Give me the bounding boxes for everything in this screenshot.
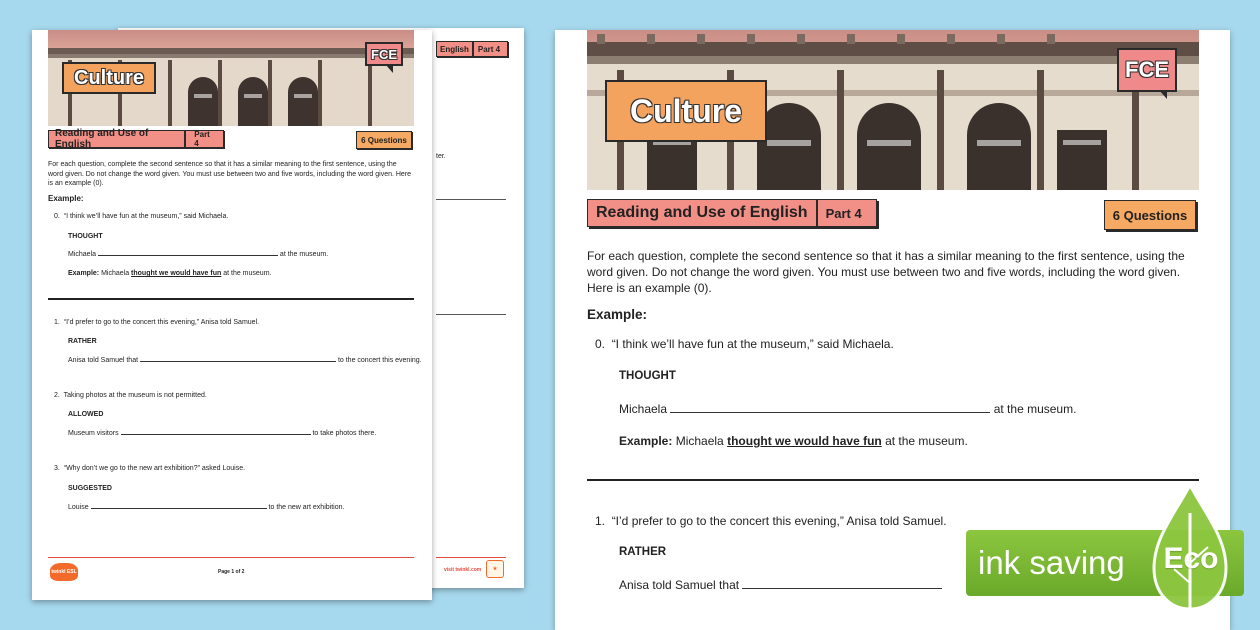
large-question-1 bbox=[595, 514, 947, 528]
small-q3-number: 3. bbox=[54, 465, 60, 472]
large-instructions: For each question, complete the second sentence so that it has a similar meaning to the first sentence, using the word given. Do not change the word given. You must use between two and five words, including the word given. Here is an example (0). bbox=[587, 249, 1185, 295]
small-answer-key: thought we would have fun bbox=[131, 270, 222, 277]
large-part-label: Part 4 bbox=[825, 205, 862, 221]
small-answer-lead: Michaela bbox=[101, 270, 130, 277]
ink-saving-text: ink saving bbox=[978, 544, 1125, 581]
small-example-tail: at the museum. bbox=[279, 251, 329, 258]
back-footer-rule bbox=[436, 557, 506, 558]
large-q1-gap-line bbox=[619, 578, 942, 592]
small-example-number: 0. bbox=[54, 213, 60, 220]
small-example-heading: Example: bbox=[48, 194, 84, 203]
large-example-tail: at the museum. bbox=[993, 402, 1077, 416]
small-example-answer bbox=[68, 270, 271, 277]
small-example-blank bbox=[98, 255, 278, 256]
large-example-heading: Example: bbox=[587, 307, 648, 322]
small-q3-gap-line bbox=[68, 504, 344, 511]
small-footer-rule bbox=[48, 557, 414, 558]
small-question-1 bbox=[54, 319, 259, 326]
large-q1-number: 1. bbox=[595, 514, 606, 528]
large-q1-sentence: “I’d prefer to go to the concert this evening,” Anisa told Samuel. bbox=[611, 514, 947, 528]
large-example-sentence bbox=[595, 337, 894, 351]
small-answer-label: Example: bbox=[68, 270, 100, 277]
twinkl-logo-text: twinkl ESL bbox=[51, 569, 77, 575]
large-questions-badge: 6 Questions bbox=[1104, 200, 1196, 230]
back-divider-1 bbox=[436, 199, 506, 200]
small-section-title: Reading and Use of English bbox=[49, 131, 186, 147]
small-q1-number: 1. bbox=[54, 319, 60, 326]
small-example-gap-line bbox=[68, 251, 328, 258]
large-culture-tag: Culture bbox=[605, 80, 767, 142]
small-question-2 bbox=[54, 392, 207, 399]
large-example-text: “I think we’ll have fun at the museum,” said Michaela. bbox=[611, 337, 894, 351]
back-section-title-bar bbox=[436, 41, 508, 57]
eco-word: Eco bbox=[1163, 542, 1219, 575]
small-example-keyword: THOUGHT bbox=[68, 233, 103, 240]
small-q3-sentence: “Why don’t we go to the new art exhibition?” asked Louise. bbox=[63, 465, 246, 472]
large-q1-keyword: RATHER bbox=[619, 546, 667, 558]
small-q3-blank[interactable] bbox=[91, 508, 267, 509]
small-culture-tag: Culture bbox=[62, 62, 156, 94]
small-part-label: Part 4 bbox=[194, 130, 210, 148]
back-footer-site: visit twinkl.com bbox=[444, 567, 482, 573]
small-section-title-bar bbox=[48, 130, 224, 148]
small-q3-lead: Louise bbox=[68, 504, 89, 511]
small-q2-gap-line bbox=[68, 430, 376, 437]
small-footer-page: Page 1 of 2 bbox=[218, 569, 245, 575]
small-q3-keyword: SUGGESTED bbox=[68, 485, 112, 492]
small-divider bbox=[48, 298, 414, 300]
small-q1-blank[interactable] bbox=[140, 361, 336, 362]
small-q2-number: 2. bbox=[54, 392, 60, 399]
large-answer-tail: at the museum. bbox=[885, 434, 968, 448]
large-section-title: Reading and Use of English bbox=[588, 200, 818, 226]
twinkl-logo-icon bbox=[50, 563, 78, 581]
small-q2-lead: Museum visitors bbox=[68, 430, 119, 437]
large-answer-key: thought we would have fun bbox=[727, 434, 882, 448]
small-q3-tail: to the new art exhibition. bbox=[268, 504, 345, 511]
back-divider-2 bbox=[436, 314, 506, 315]
small-q1-tail: to the concert this evening. bbox=[337, 357, 422, 364]
large-answer-lead: Michaela bbox=[675, 434, 724, 448]
large-example-answer bbox=[619, 434, 968, 448]
small-questions-badge: 6 Questions bbox=[356, 131, 412, 149]
large-fce-bubble: FCE bbox=[1117, 48, 1177, 92]
small-example-lead: Michaela bbox=[68, 251, 97, 258]
large-section-title-bar bbox=[587, 199, 877, 227]
large-answer-label: Example: bbox=[619, 434, 673, 448]
large-example-blank bbox=[670, 412, 990, 413]
small-q1-keyword: RATHER bbox=[68, 338, 97, 345]
large-example-keyword: THOUGHT bbox=[619, 370, 676, 382]
small-q2-blank[interactable] bbox=[121, 434, 311, 435]
small-question-3 bbox=[54, 465, 245, 472]
small-worksheet-page bbox=[32, 30, 432, 600]
back-fragment-text: ter. bbox=[436, 153, 446, 160]
small-q2-sentence: Taking photos at the museum is not permitted. bbox=[63, 392, 207, 399]
large-example-number: 0. bbox=[595, 337, 606, 351]
large-q1-blank[interactable] bbox=[742, 588, 942, 589]
small-fce-bubble: FCE bbox=[365, 42, 403, 66]
back-section-title: English bbox=[437, 42, 474, 56]
small-example-sentence bbox=[54, 213, 228, 220]
small-q1-gap-line bbox=[68, 357, 422, 364]
large-example-gap-line bbox=[619, 402, 1076, 416]
small-q1-lead: Anisa told Samuel that bbox=[68, 357, 139, 364]
small-q1-sentence: “I’d prefer to go to the concert this evening,” Anisa told Samuel. bbox=[63, 319, 260, 326]
back-part-label: Part 4 bbox=[477, 44, 501, 54]
small-q2-tail: to take photos there. bbox=[312, 430, 377, 437]
large-q1-lead: Anisa told Samuel that bbox=[619, 578, 740, 592]
large-example-lead: Michaela bbox=[619, 402, 668, 416]
back-footer-badge-icon: ★ bbox=[486, 560, 504, 578]
small-instructions: For each question, complete the second sentence so that it has a similar meaning to the first sentence, using the word given. Do not change the word given. You must use between two and five words, including the word given. Here is an example (0). bbox=[48, 161, 412, 187]
small-q2-keyword: ALLOWED bbox=[68, 411, 104, 418]
large-divider bbox=[587, 479, 1199, 481]
small-example-text: “I think we’ll have fun at the museum,” said Michaela. bbox=[63, 213, 229, 220]
small-answer-tail: at the museum. bbox=[223, 270, 272, 277]
